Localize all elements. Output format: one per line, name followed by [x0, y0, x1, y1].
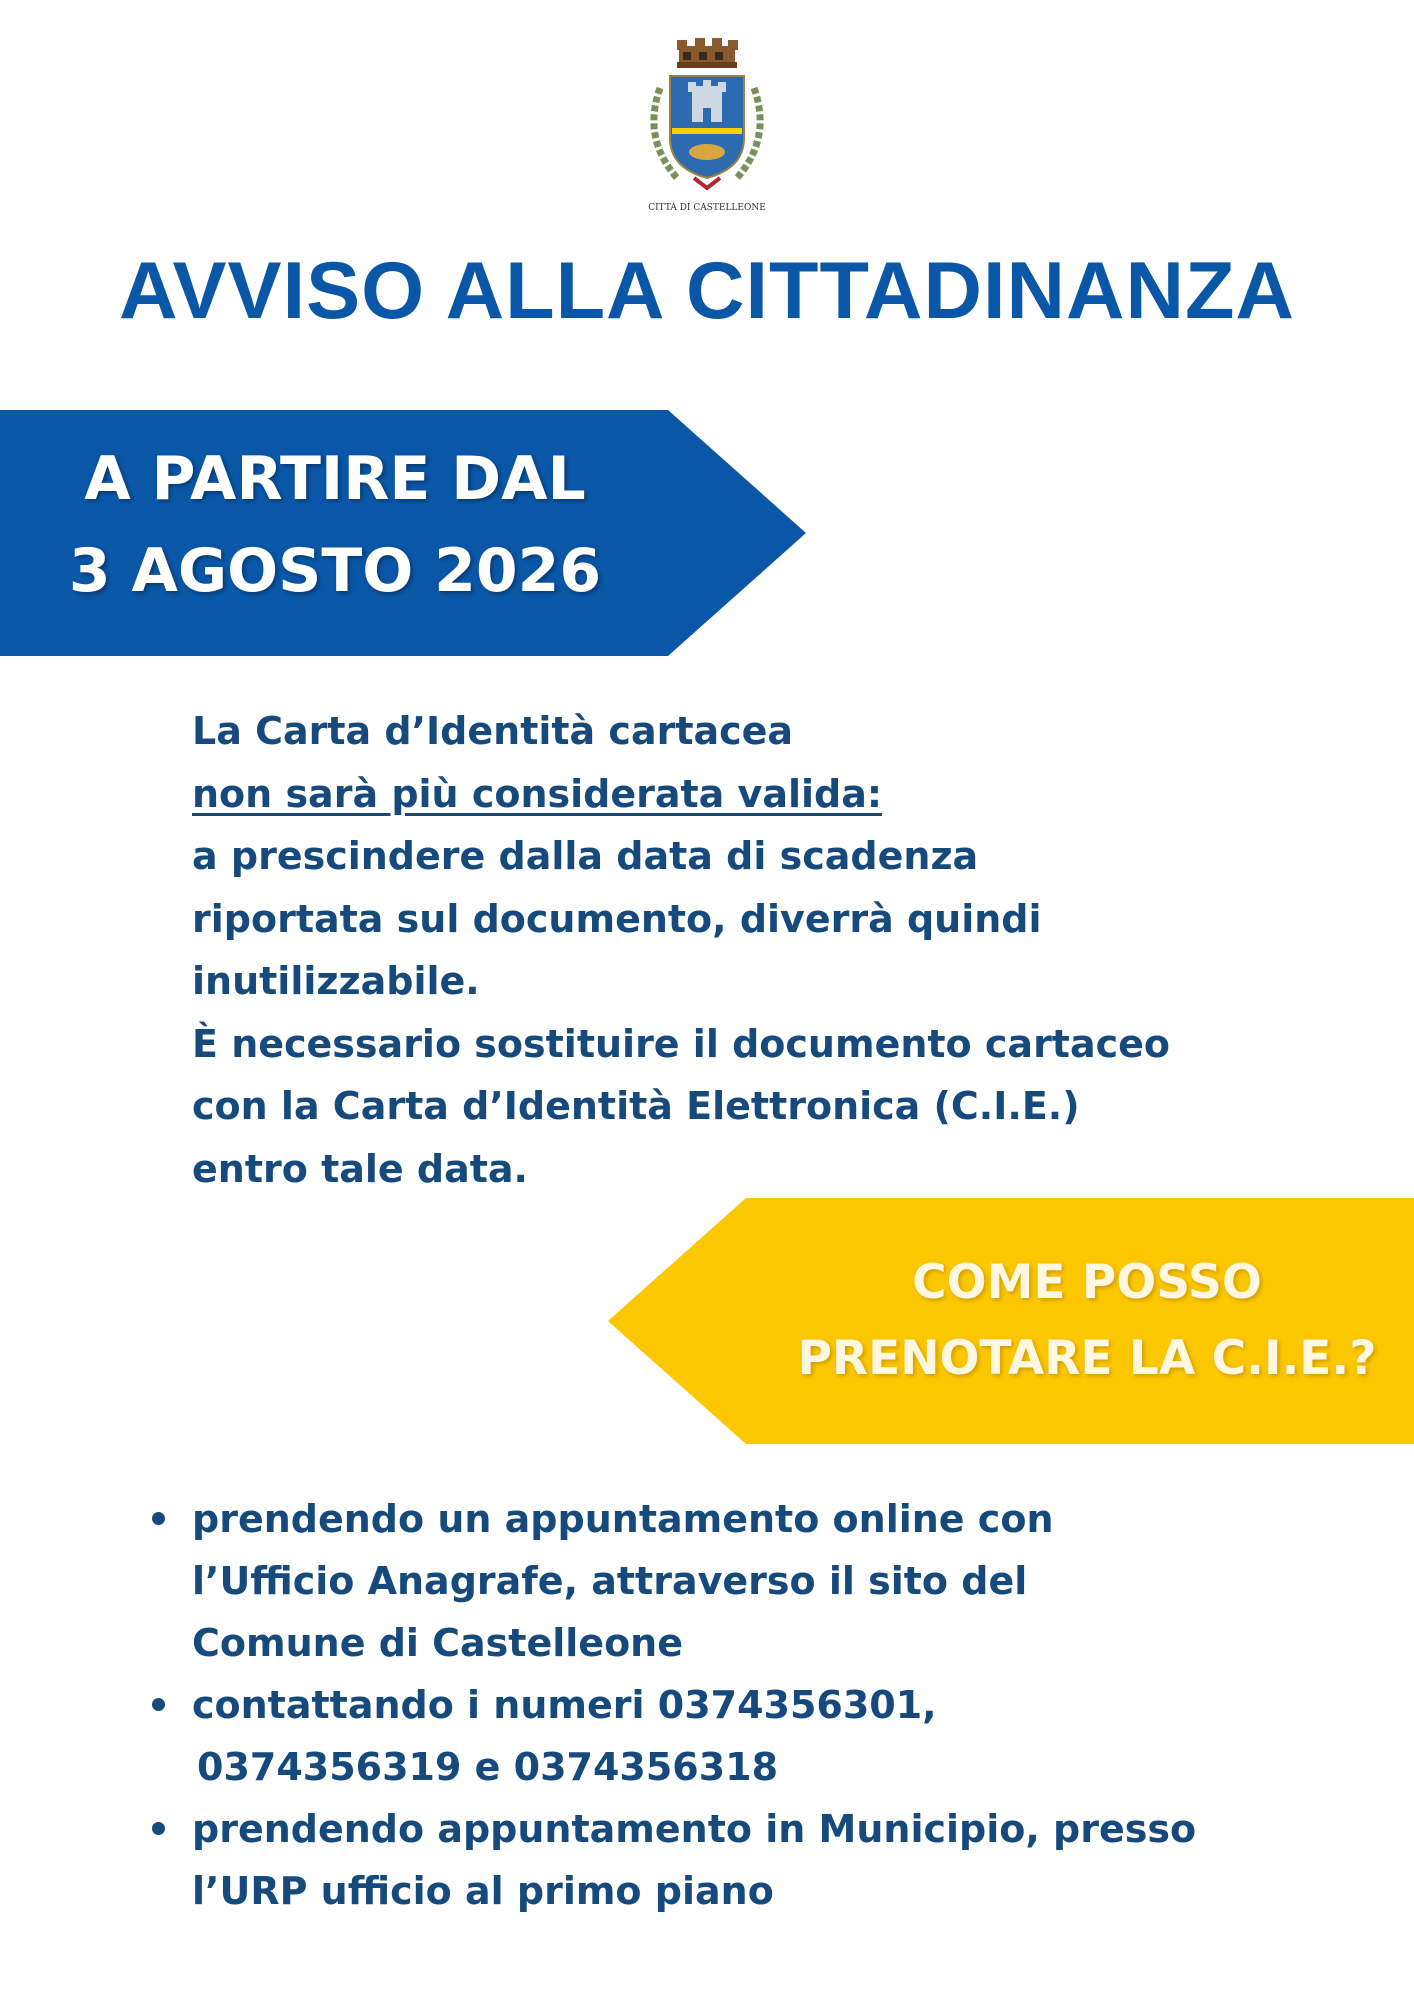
notice-line: La Carta d’Identità cartacea [192, 709, 794, 753]
notice-line: con la Carta d’Identità Elettronica (C.I.E.) [192, 1084, 1080, 1128]
list-item: prendendo appuntamento in Municipio, presso l’URP ufficio al primo piano [192, 1798, 1372, 1922]
question-banner-line1: COME POSSO [912, 1255, 1262, 1310]
date-banner [0, 433, 670, 617]
date-banner-line2: 3 AGOSTO 2026 [68, 536, 602, 606]
crest-motto: CITTÀ DI CASTELLEONE [648, 203, 766, 213]
notice-line: entro tale data. [192, 1146, 528, 1191]
booking-options-list [192, 1488, 1372, 1922]
notice-text [192, 700, 1342, 1200]
question-banner-line2: PRENOTARE LA C.I.E.? [797, 1331, 1377, 1386]
notice-line: inutilizzabile. [192, 959, 480, 1003]
page-title: AVVISO ALLA CITTADINANZA [119, 246, 1295, 336]
list-item: contattando i numeri 0374356301, 0374356319 e 0374356318 [192, 1674, 1372, 1798]
castle-coat-of-arms-icon [632, 28, 782, 218]
notice-line: a prescindere dalla data di scadenza [192, 834, 979, 878]
question-banner [760, 1245, 1414, 1397]
date-banner-line1: A PARTIRE DAL [84, 444, 586, 514]
notice-line: È necessario sostituire il documento cartaceo [192, 1021, 1171, 1066]
notice-underlined-line: non sarà più considerata valida: [192, 771, 883, 816]
notice-line: riportata sul documento, diverrà quindi [192, 896, 1042, 941]
list-item: prendendo un appuntamento online con l’Ufficio Anagrafe, attraverso il sito del Comune di Castelleone [192, 1488, 1372, 1674]
crown-icon [677, 38, 738, 68]
